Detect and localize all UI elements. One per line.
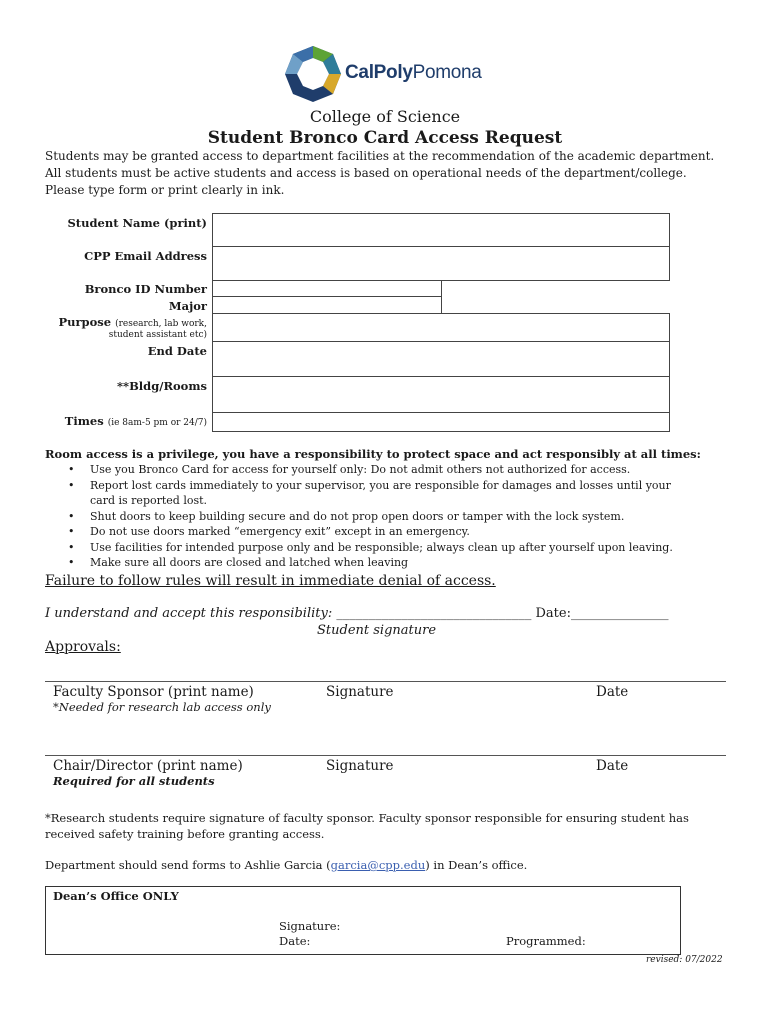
send-forms-note	[45, 857, 735, 873]
major-field[interactable]	[212, 296, 442, 314]
form-title: Student Bronco Card Access Request	[207, 128, 563, 148]
list-item	[68, 524, 698, 540]
email-label: CPP Email Address	[84, 249, 207, 263]
calpoly-logo-icon	[283, 44, 343, 104]
date-label: Date:	[535, 606, 571, 621]
list-item	[68, 478, 698, 509]
list-item	[68, 555, 698, 571]
faculty-divider	[45, 681, 726, 682]
faculty-signature-label[interactable]: Signature	[326, 684, 394, 700]
acceptance-statement: I understand and accept this responsibility:	[45, 606, 333, 621]
end-date-label: End Date	[147, 344, 207, 358]
bullet-icon: •	[68, 540, 75, 554]
email-link[interactable]: garcia@cpp.edu	[330, 858, 426, 872]
deans-office-title: Dean’s Office ONLY	[53, 889, 179, 903]
email-field[interactable]	[212, 246, 670, 281]
rule-text: Use facilities for intended purpose only and be responsible; always clean up after yourself upon leaving.	[90, 540, 673, 554]
chair-divider	[45, 755, 726, 756]
send-prefix: Department should send forms to Ashlie Garcia (	[45, 858, 331, 872]
dean-date-label: Date:	[279, 934, 311, 948]
list-item	[68, 462, 698, 478]
faculty-note: *Needed for research lab access only	[53, 700, 271, 714]
rule-text: Use you Bronco Card for access for yourself only: Do not admit others not authorized for access.	[90, 463, 631, 476]
approvals-heading: Approvals:	[45, 639, 121, 655]
faculty-date-label[interactable]: Date	[596, 684, 629, 700]
dean-signature-label: Signature:	[279, 919, 341, 933]
rules-list	[68, 462, 698, 571]
rules-heading: Room access is a privilege, you have a responsibility to protect space and act responsibly at all times:	[45, 447, 701, 461]
dean-programmed-label: Programmed:	[506, 934, 586, 948]
bldg-rooms-field[interactable]	[212, 376, 670, 414]
chair-date-label[interactable]: Date	[596, 758, 629, 774]
times-field[interactable]	[212, 412, 670, 432]
purpose-label-text: Purpose	[58, 315, 112, 329]
times-label	[65, 414, 207, 428]
logo	[283, 44, 493, 104]
failure-warning: Failure to follow rules will result in immediate denial of access.	[45, 573, 496, 589]
revised-date: revised: 07/2022	[646, 955, 723, 965]
rule-text: Make sure all doors are closed and latched when leaving	[90, 556, 409, 569]
end-date-field[interactable]	[212, 341, 670, 378]
date-line[interactable]: _______________	[570, 606, 669, 621]
logo-text: CalPolyPomona	[345, 62, 482, 83]
student-signature-caption: Student signature	[317, 623, 437, 638]
bullet-icon: •	[68, 556, 75, 569]
chair-director-label[interactable]: Chair/Director (print name)	[53, 758, 243, 774]
signature-line[interactable]: ______________________________	[336, 606, 532, 621]
purpose-hint-2: student assistant etc)	[108, 330, 207, 340]
student-name-field[interactable]	[212, 213, 670, 248]
deans-office-box	[45, 886, 681, 955]
chair-note: Required for all students	[53, 774, 215, 788]
faculty-sponsor-label[interactable]: Faculty Sponsor (print name)	[53, 684, 254, 700]
purpose-field[interactable]	[212, 313, 670, 343]
bronco-id-label: Bronco ID Number	[84, 282, 207, 296]
times-label-text: Times	[64, 414, 104, 428]
send-suffix: ) in Dean’s office.	[425, 858, 528, 872]
bullet-icon: •	[68, 525, 75, 538]
rule-text: Do not use doors marked “emergency exit” except in an emergency.	[90, 525, 470, 538]
bullet-icon: •	[68, 463, 75, 476]
bullet-icon: •	[68, 478, 75, 492]
list-item	[68, 540, 698, 556]
major-label: Major	[168, 299, 207, 313]
bldg-rooms-label: **Bldg/Rooms	[117, 379, 207, 393]
student-name-label: Student Name (print)	[67, 216, 207, 230]
chair-signature-label[interactable]: Signature	[326, 758, 394, 774]
bullet-icon: •	[68, 509, 75, 523]
rule-text: Shut doors to keep building secure and do not prop open doors or tamper with the lock system.	[90, 509, 625, 523]
rule-text: Report lost cards immediately to your supervisor, you are responsible for damages and losses until your card is reported lost.	[90, 478, 671, 507]
college-name: College of Science	[309, 107, 461, 126]
list-item	[68, 509, 698, 525]
times-hint: (ie 8am-5 pm or 24/7)	[107, 418, 207, 428]
research-note: *Research students require signature of faculty sponsor. Faculty sponsor responsible for ensuring student has received safety training before granting access.	[45, 811, 689, 841]
acceptance-line	[45, 606, 668, 621]
intro-text: Students may be granted access to department facilities at the recommendation of the academic department. All students must be active students and access is based on operational needs of the department/college. Please type form or print clearly in ink.	[45, 149, 715, 197]
purpose-label	[58, 315, 207, 329]
purpose-hint: (research, lab work,	[115, 319, 207, 329]
